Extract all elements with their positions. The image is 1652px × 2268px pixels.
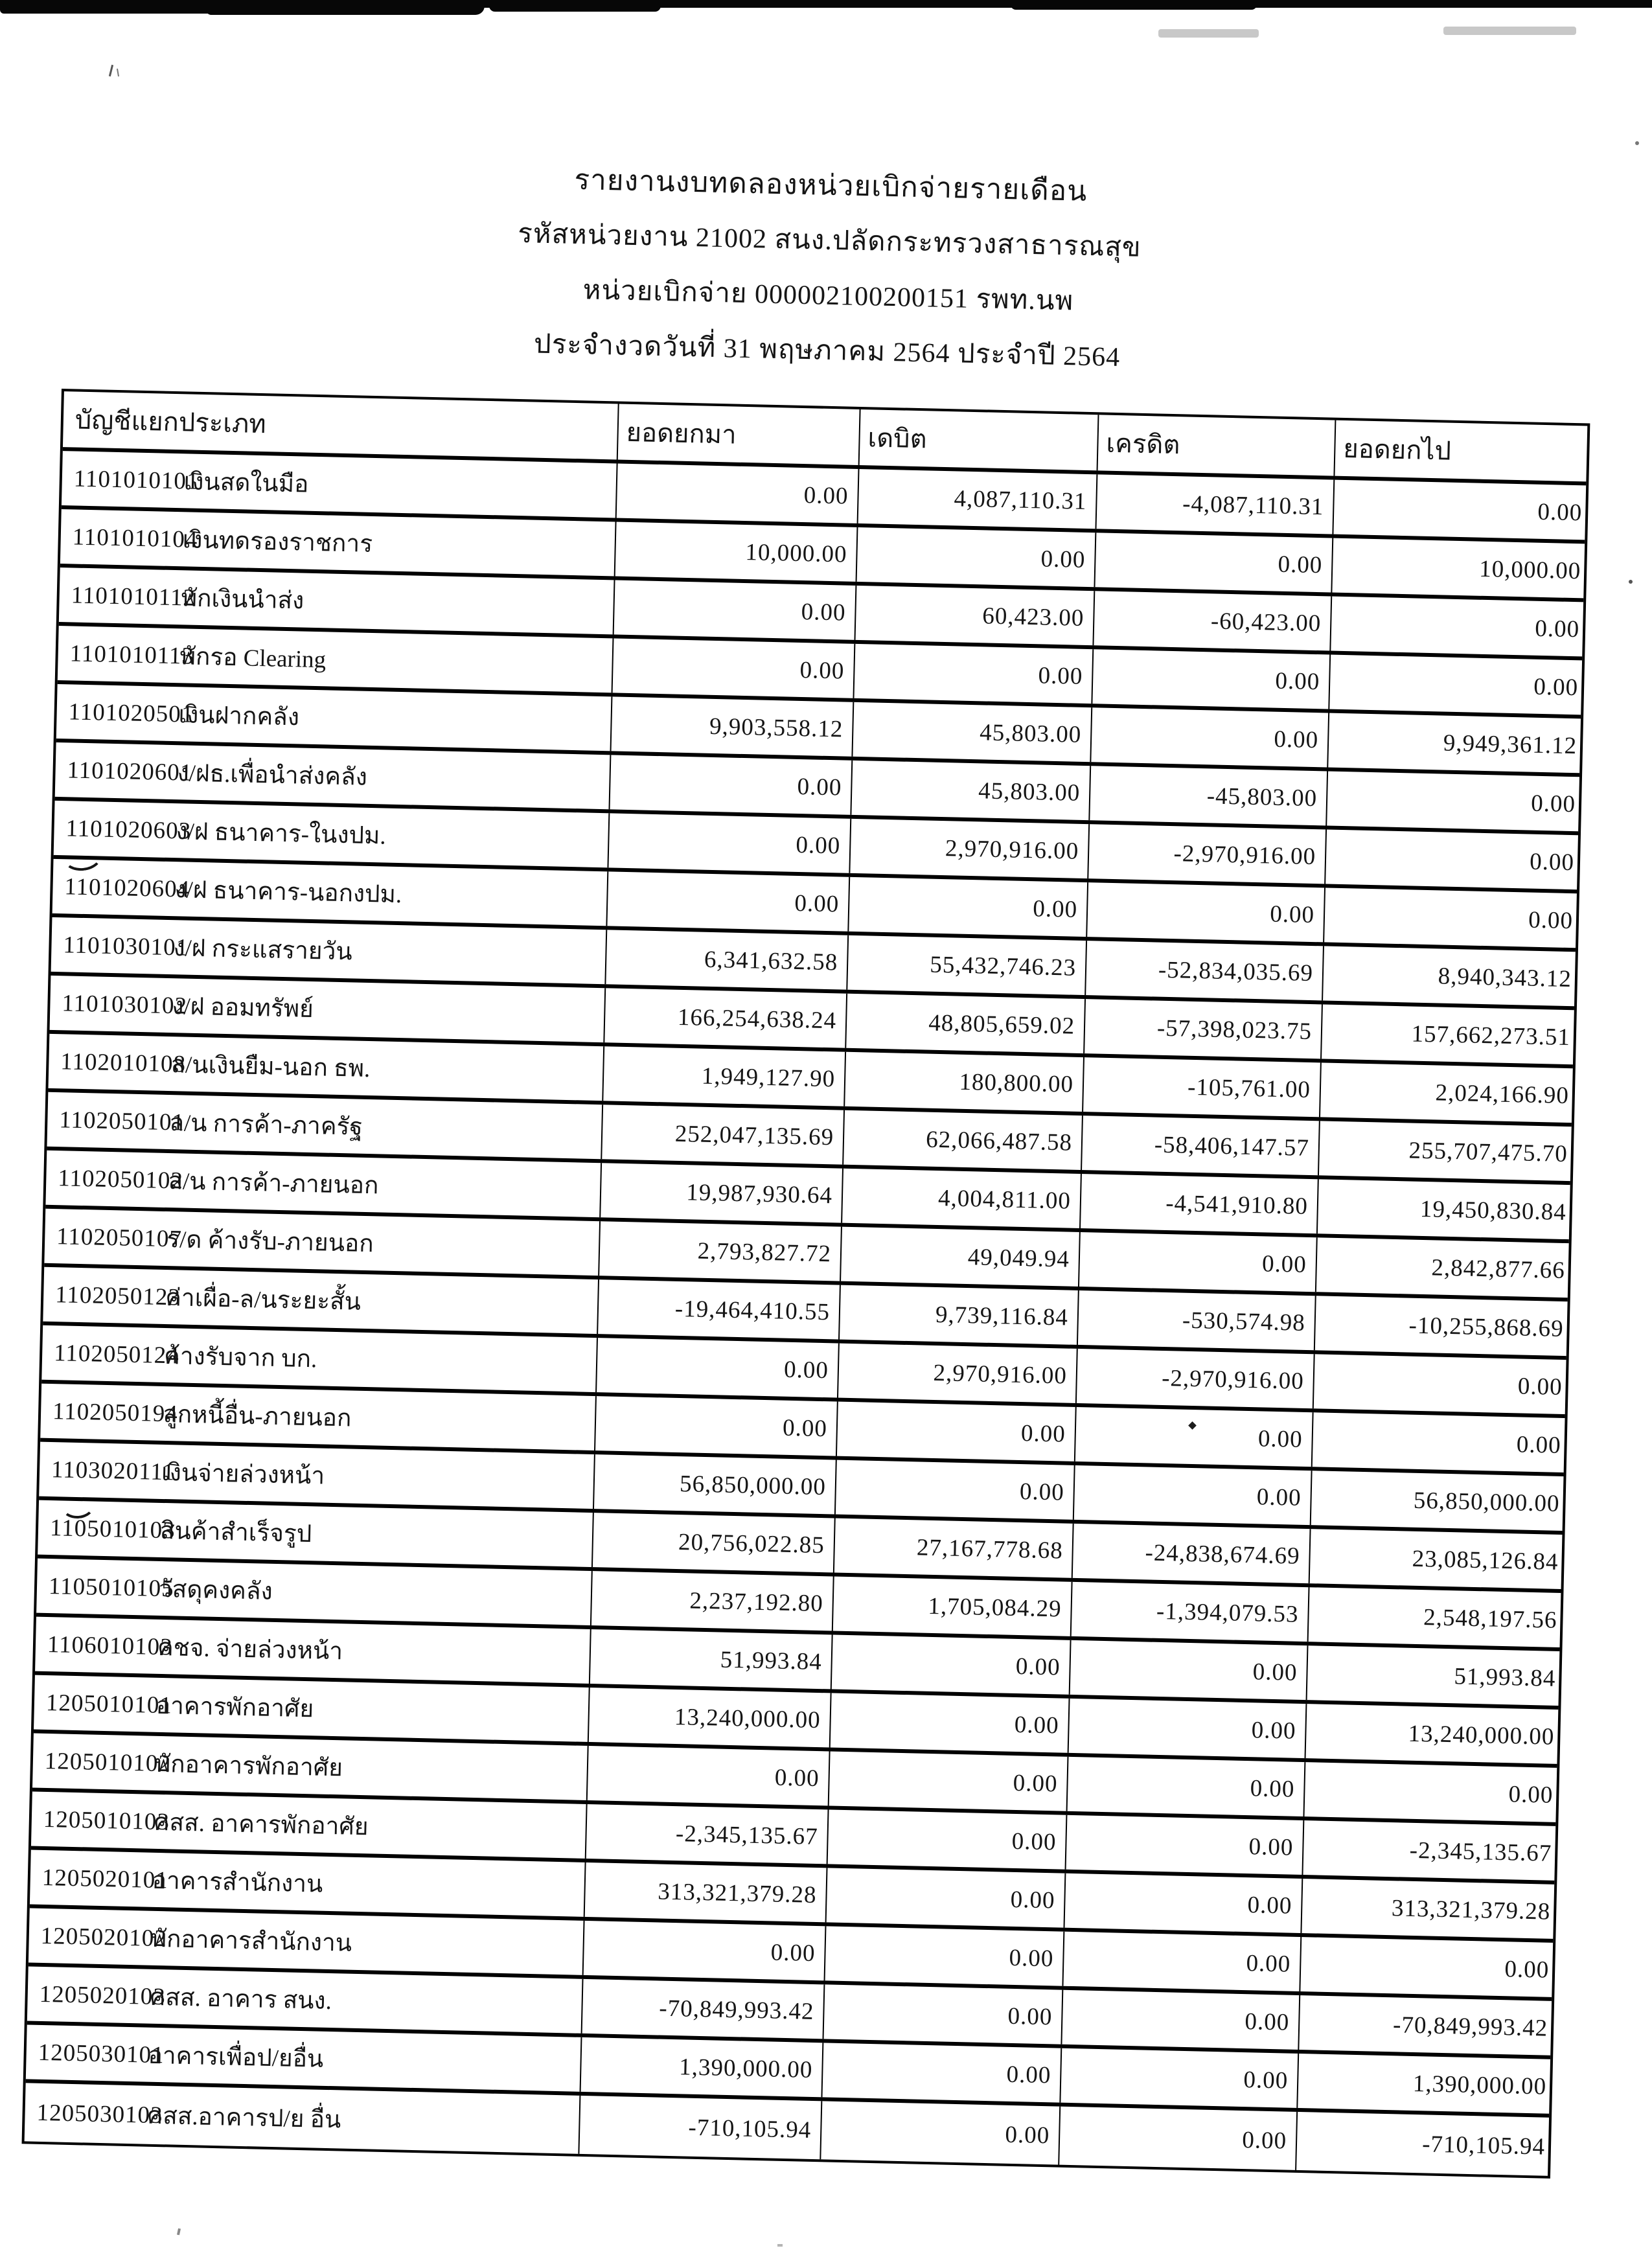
account-cell <box>26 2024 581 2091</box>
amount-carry-forward: -19,464,410.55 <box>597 1279 840 1339</box>
account-cell <box>48 1034 603 1101</box>
amount-carry-forward: 166,254,638.24 <box>603 988 846 1048</box>
amount-credit: 0.00 <box>1078 1232 1316 1292</box>
account-code: 1101020603 <box>65 814 192 845</box>
account-code: 1205030101 <box>38 2039 165 2068</box>
amount-carry-forward: 51,993.84 <box>589 1629 832 1689</box>
amount-carry-forward: 0.00 <box>613 580 856 639</box>
account-cell <box>34 1675 589 1742</box>
account-code: 1105010105 <box>48 1572 175 1602</box>
account-name: ง/ฝ ออมทรัพย์ <box>171 992 314 1023</box>
amount-carry-forward: 0.00 <box>607 813 850 873</box>
account-code: 1205030103 <box>36 2099 164 2129</box>
amount-credit: 0.00 <box>1058 2107 1296 2170</box>
account-name: พักอาคารพักอาศัย <box>154 1750 343 1781</box>
amount-carry-over: 0.00 <box>1332 480 1586 540</box>
account-cell <box>59 567 614 634</box>
amount-carry-over: -10,255,868.69 <box>1314 1296 1568 1356</box>
amount-carry-over: 2,024,166.90 <box>1319 1062 1573 1123</box>
amount-credit: -60,423.00 <box>1092 591 1331 650</box>
account-name: ง/ฝ ธนาคาร-ในงปม. <box>176 818 387 850</box>
account-name: เงินสดในมือ <box>183 468 309 498</box>
amount-credit: 0.00 <box>1061 1990 1299 2050</box>
account-name: วัสดุคงคลัง <box>158 1575 273 1605</box>
amount-credit: -58,406,147.57 <box>1081 1116 1319 1175</box>
amount-credit: -4,541,910.80 <box>1079 1174 1318 1233</box>
amount-carry-over: 0.00 <box>1324 829 1578 889</box>
report-unit-line: หน่วยเบิกจ่าย 000002100200151 รพท.นพ <box>582 275 1074 317</box>
amount-credit: 0.00 <box>1091 649 1329 709</box>
amount-credit: 0.00 <box>1094 533 1332 592</box>
account-code: 1106010103 <box>47 1631 174 1660</box>
account-name: ง/ฝ กระแสรายวัน <box>172 934 353 965</box>
amount-carry-over: 19,450,830.84 <box>1316 1179 1570 1239</box>
account-code: 1205010102 <box>44 1747 172 1777</box>
amount-debit: 0.00 <box>821 2043 1061 2102</box>
account-code: 1101010113 <box>69 639 195 670</box>
account-code: 1101030102 <box>62 989 188 1020</box>
amount-carry-forward: 0.00 <box>608 755 851 814</box>
amount-carry-forward: 2,793,827.72 <box>598 1221 841 1281</box>
amount-debit: 0.00 <box>825 1868 1065 1927</box>
amount-carry-over: 1,390,000.00 <box>1296 2054 1550 2114</box>
scan-edge-artifact <box>1011 0 1257 10</box>
amount-carry-over: 2,548,197.56 <box>1307 1587 1561 1647</box>
amount-debit: 1,705,084.29 <box>832 1576 1072 1636</box>
amount-credit: 0.00 <box>1068 1699 1306 1758</box>
amount-credit: 0.00 <box>1066 1757 1305 1816</box>
amount-carry-forward: 0.00 <box>615 463 858 523</box>
amount-debit: 0.00 <box>834 1460 1074 1520</box>
amount-carry-over: 8,940,343.12 <box>1322 946 1576 1006</box>
account-name: ล/น การค้า-ภายนอก <box>167 1167 379 1199</box>
account-code: 1101020601 <box>67 756 193 786</box>
account-cell <box>36 1559 591 1625</box>
amount-debit: 55,432,746.23 <box>846 935 1086 995</box>
account-name: คสส. อาคาร สนง. <box>149 1984 332 2015</box>
amount-debit: 60,423.00 <box>855 586 1094 645</box>
amount-debit: 4,087,110.31 <box>857 469 1097 529</box>
amount-credit: -24,838,674.69 <box>1072 1524 1310 1583</box>
amount-carry-forward: 1,949,127.90 <box>602 1046 845 1106</box>
amount-credit: -57,398,023.75 <box>1083 999 1322 1059</box>
amount-credit: 0.00 <box>1086 882 1324 942</box>
account-name: ล/น การค้า-ภาครัฐ <box>168 1109 363 1141</box>
amount-carry-forward: -2,345,135.67 <box>585 1804 828 1864</box>
amount-carry-forward: 0.00 <box>595 1338 838 1397</box>
account-code: 1205010101 <box>45 1689 173 1719</box>
amount-carry-forward: 20,756,022.85 <box>591 1513 834 1572</box>
account-cell <box>32 1734 588 1800</box>
amount-carry-over: 10,000.00 <box>1331 538 1585 599</box>
account-code: 1102050194 <box>52 1397 179 1427</box>
amount-carry-over: 313,321,379.28 <box>1300 1879 1554 1939</box>
account-name: คสส.อาคารป/ย อื่น <box>146 2102 341 2133</box>
account-name: เงินจ่ายล่วงหน้า <box>161 1459 325 1490</box>
account-name: เงินทดรองราชการ <box>182 526 373 558</box>
account-code: 1205010103 <box>43 1805 170 1835</box>
header-carry-over: ยอดยกไป <box>1333 420 1587 482</box>
amount-carry-forward: 19,987,930.64 <box>599 1163 842 1222</box>
account-name: คสส. อาคารพักอาศัย <box>153 1809 369 1840</box>
amount-credit: -2,970,916.00 <box>1075 1349 1314 1408</box>
amount-carry-over: 2,842,877.66 <box>1315 1237 1569 1298</box>
account-code: 1102050123 <box>54 1281 181 1311</box>
account-cell <box>54 801 609 867</box>
amount-carry-over: 157,662,273.51 <box>1320 1004 1574 1064</box>
amount-debit: 180,800.00 <box>843 1052 1083 1112</box>
amount-credit: 0.00 <box>1090 707 1328 767</box>
amount-credit: 0.00 <box>1073 1465 1311 1525</box>
amount-credit: -1,394,079.53 <box>1070 1582 1309 1642</box>
amount-debit: 9,739,116.84 <box>838 1285 1078 1345</box>
account-code: 1205020102 <box>40 1922 168 1952</box>
account-code: 1101030101 <box>63 931 189 961</box>
amount-carry-over: 0.00 <box>1325 771 1579 831</box>
account-cell <box>56 684 612 751</box>
account-cell <box>31 1792 586 1859</box>
amount-carry-over: 0.00 <box>1313 1354 1566 1414</box>
amount-credit: 0.00 <box>1062 1932 1300 1991</box>
amount-carry-over: 0.00 <box>1311 1412 1565 1472</box>
amount-debit: 4,004,811.00 <box>841 1169 1081 1228</box>
amount-carry-over: 9,949,361.12 <box>1327 713 1581 773</box>
amount-carry-over: 0.00 <box>1323 888 1577 948</box>
amount-carry-over: 56,850,000.00 <box>1310 1471 1564 1531</box>
amount-carry-forward: 1,390,000.00 <box>580 2037 823 2097</box>
account-code: 1101020501 <box>68 698 194 728</box>
amount-debit: 0.00 <box>836 1402 1075 1461</box>
account-code: 1101010112 <box>71 581 196 612</box>
account-cell <box>30 1850 585 1917</box>
amount-carry-over: 13,240,000.00 <box>1305 1704 1559 1764</box>
account-cell <box>39 1442 594 1509</box>
amount-debit: 62,066,487.58 <box>842 1110 1082 1170</box>
amount-credit: 0.00 <box>1065 1815 1303 1875</box>
amount-debit: 0.00 <box>820 2101 1059 2164</box>
account-name: อาคารพักอาศัย <box>155 1692 314 1723</box>
report-title: รายงานงบทดลองหน่วยเบิกจ่ายรายเดือน <box>573 163 1088 207</box>
account-code: 1205020103 <box>39 1980 166 2010</box>
amount-carry-forward: 0.00 <box>586 1746 829 1805</box>
account-cell <box>47 1092 602 1159</box>
account-cell <box>52 859 608 926</box>
account-cell <box>43 1267 598 1334</box>
amount-debit: 0.00 <box>853 644 1092 704</box>
account-name: สินค้าสำเร็จรูป <box>159 1517 312 1548</box>
account-cell <box>51 917 606 984</box>
header-account: บัญชีแยกประเภท <box>75 405 267 439</box>
amount-carry-forward: 0.00 <box>612 638 855 698</box>
account-code: 1205020101 <box>41 1864 169 1894</box>
account-cell <box>40 1384 595 1450</box>
amount-credit: -4,087,110.31 <box>1096 474 1334 534</box>
report-period-line: ประจำงวดวันที่ 31 พฤษภาคม 2564 ประจำปี 2564 <box>533 329 1121 373</box>
account-name: ง/ฝ ธนาคาร-นอกงปม. <box>174 876 402 908</box>
amount-debit: 2,970,916.00 <box>849 819 1088 878</box>
account-code: 1102050101 <box>58 1106 185 1136</box>
amount-credit: 0.00 <box>1063 1873 1302 1933</box>
amount-carry-over: -70,849,993.42 <box>1298 1995 1552 2056</box>
account-name: พักรอ Clearing <box>179 643 327 673</box>
account-name: ลูกหนี้อื่น-ภายนอก <box>162 1401 352 1432</box>
account-cell <box>62 451 617 518</box>
account-cell <box>29 1908 584 1975</box>
account-cell <box>41 1325 597 1392</box>
amount-carry-forward: 0.00 <box>582 1921 825 1980</box>
account-code: 1101010101 <box>73 464 200 495</box>
account-cell <box>55 742 610 809</box>
amount-carry-over: 0.00 <box>1299 1937 1553 1997</box>
account-code: 1102050102 <box>57 1164 184 1195</box>
account-name: อาคารสำนักงาน <box>152 1867 323 1898</box>
amount-debit: 0.00 <box>831 1634 1070 1694</box>
account-code: 1102010108 <box>60 1048 187 1078</box>
amount-carry-forward: 252,047,135.69 <box>601 1105 843 1164</box>
amount-debit: 0.00 <box>847 877 1087 937</box>
amount-carry-over: -2,345,135.67 <box>1302 1820 1555 1881</box>
header-carry-forward: ยอดยกมา <box>617 404 860 464</box>
scan-speck <box>1635 141 1639 145</box>
amount-debit: 0.00 <box>829 1693 1069 1752</box>
account-name: ค้างรับจาก บก. <box>163 1342 317 1373</box>
scan-edge-artifact <box>206 0 485 15</box>
scan-speck <box>777 2244 783 2247</box>
amount-credit: 0.00 <box>1069 1640 1307 1700</box>
header-debit: เดบิต <box>858 409 1098 470</box>
account-code: 1103020111 <box>51 1456 176 1485</box>
account-cell <box>35 1617 590 1684</box>
account-code: 1101010104 <box>72 523 198 553</box>
amount-credit: -45,803.00 <box>1088 766 1327 825</box>
account-cell <box>44 1209 599 1276</box>
trial-balance-table <box>22 389 1590 2179</box>
scan-speck <box>1629 580 1633 584</box>
account-name: พักเงินนำส่ง <box>181 584 304 615</box>
amount-debit: 0.00 <box>824 1926 1064 1986</box>
amount-debit: 48,805,659.02 <box>845 994 1084 1053</box>
amount-credit: -2,970,916.00 <box>1087 824 1325 884</box>
amount-carry-over: 51,993.84 <box>1306 1645 1560 1706</box>
amount-carry-forward: 10,000.00 <box>614 521 857 581</box>
amount-debit: 45,803.00 <box>851 702 1091 762</box>
amount-carry-forward: 0.00 <box>606 871 849 931</box>
amount-carry-over: 0.00 <box>1303 1762 1557 1822</box>
amount-credit: 0.00 <box>1074 1407 1313 1467</box>
account-name: คชจ. จ่ายล่วงหน้า <box>157 1634 343 1665</box>
account-code: 1102050124 <box>53 1339 180 1369</box>
account-cell <box>50 976 605 1042</box>
account-name: ง/ฝธ.เพื่อนำส่งคลัง <box>177 759 368 791</box>
amount-credit: -52,834,035.69 <box>1084 941 1323 1000</box>
amount-debit: 0.00 <box>828 1751 1068 1811</box>
account-cell <box>45 1151 601 1217</box>
account-name: เงินฝากคลัง <box>178 701 300 731</box>
amount-carry-forward: 56,850,000.00 <box>593 1454 836 1514</box>
account-cell <box>27 1966 582 2033</box>
report-agency-line: รหัสหน่วยงาน 21002 สนง.ปลัดกระทรวงสาธารณสุข <box>517 218 1142 263</box>
amount-carry-forward: 13,240,000.00 <box>588 1688 831 1747</box>
amount-carry-over: 0.00 <box>1328 655 1582 715</box>
amount-carry-forward: 2,237,192.80 <box>590 1571 833 1631</box>
account-cell <box>25 2083 580 2153</box>
amount-carry-over: 23,085,126.84 <box>1309 1529 1563 1589</box>
header-credit: เครดิต <box>1097 415 1335 475</box>
amount-debit: 27,167,778.68 <box>833 1518 1073 1578</box>
amount-credit: -530,574.98 <box>1077 1290 1315 1350</box>
amount-debit: 0.00 <box>823 1984 1062 2044</box>
amount-carry-forward: 0.00 <box>594 1396 837 1456</box>
amount-carry-forward: -710,105.94 <box>578 2096 821 2159</box>
account-name: ร/ด ค้างรับ-ภายนอก <box>166 1226 374 1257</box>
account-name: ค่าเผื่อ-ล/นระยะสั้น <box>165 1284 361 1316</box>
amount-credit: 0.00 <box>1059 2048 1298 2108</box>
amount-carry-forward: 9,903,558.12 <box>610 696 853 756</box>
scan-edge-artifact <box>489 0 661 12</box>
account-cell <box>38 1500 593 1567</box>
account-code: 1102050107 <box>56 1222 183 1253</box>
amount-debit: 49,049.94 <box>840 1227 1079 1287</box>
account-cell <box>58 626 613 693</box>
scan-smudge <box>1158 29 1259 38</box>
account-name: พักอาคารสำนักงาน <box>150 1925 352 1957</box>
amount-carry-over: 0.00 <box>1329 597 1583 657</box>
account-cell <box>60 509 615 576</box>
amount-carry-over: 255,707,475.70 <box>1318 1121 1572 1181</box>
amount-carry-forward: -70,849,993.42 <box>581 1979 824 2039</box>
scan-smudge <box>1443 27 1576 35</box>
amount-debit: 0.00 <box>856 527 1096 587</box>
amount-debit: 2,970,916.00 <box>837 1344 1077 1403</box>
amount-debit: 45,803.00 <box>850 761 1090 820</box>
account-code: 1105010103 <box>49 1514 176 1544</box>
account-name: อาคารเพื่อป/ยอื่น <box>148 2042 324 2073</box>
amount-debit: 0.00 <box>827 1809 1066 1869</box>
amount-carry-forward: 6,341,632.58 <box>604 930 847 989</box>
account-code: 1101020604 <box>64 873 190 903</box>
amount-credit: -105,761.00 <box>1082 1057 1320 1117</box>
amount-carry-forward: 313,321,379.28 <box>584 1862 827 1922</box>
amount-carry-over: -710,105.94 <box>1295 2112 1549 2176</box>
table-body <box>25 451 1587 2176</box>
account-name: ล/นเงินยืม-นอก ธพ. <box>170 1051 371 1082</box>
